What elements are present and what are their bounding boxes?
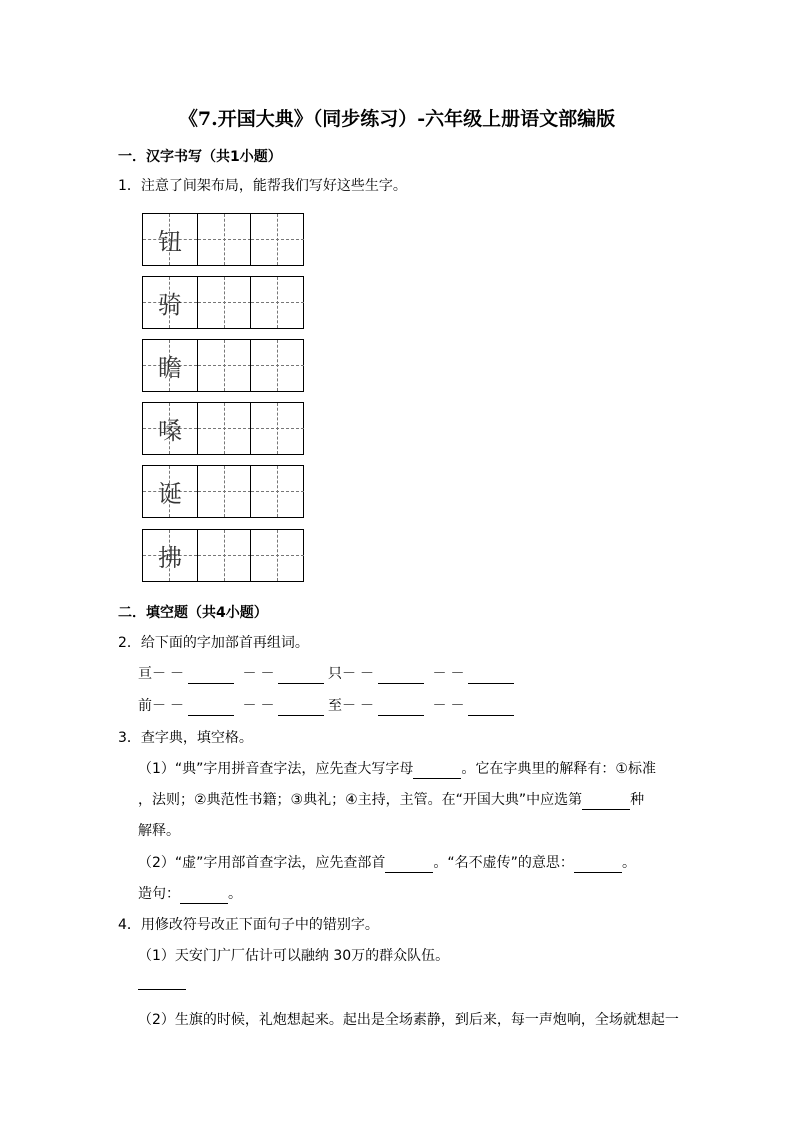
- q3-part1-line2: ，法则；②典范性书籍；③典礼；④主持，主管。在“开国大典”中应选第 种: [138, 792, 645, 808]
- model-character-cell: [143, 340, 197, 391]
- answer-blank[interactable]: [574, 856, 622, 873]
- writing-grid-row: [142, 465, 304, 518]
- model-character: 钮: [158, 228, 182, 256]
- grid-guide-horizontal: [251, 491, 304, 492]
- answer-blank[interactable]: [278, 667, 324, 684]
- model-character: 诞: [158, 480, 182, 508]
- q2-row-2b: 至－－ －－: [328, 696, 514, 716]
- grid-guide-horizontal: [198, 302, 251, 303]
- page-title: 《7.开国大典》（同步练习）-六年级上册语文部编版: [178, 108, 616, 130]
- q2-item-3: 前: [138, 698, 152, 714]
- model-character-cell: [143, 277, 197, 328]
- grid-guide-horizontal: [198, 428, 251, 429]
- practice-cell[interactable]: [250, 530, 304, 581]
- practice-cell[interactable]: [197, 214, 251, 265]
- model-character: 拂: [158, 544, 182, 572]
- model-character: 瞻: [158, 354, 182, 382]
- model-character: 骑: [158, 291, 182, 319]
- answer-blank[interactable]: [378, 667, 424, 684]
- question-4-prompt: 4．用修改符号改正下面句子中的错别字。: [118, 917, 379, 933]
- grid-guide-horizontal: [251, 555, 304, 556]
- answer-blank[interactable]: [138, 975, 186, 990]
- q3-part2-line2: 造句： 。: [138, 886, 242, 902]
- q4-sentence-1: （1）天安门广厂估计可以融纳 30万的群众队伍。: [138, 948, 450, 964]
- practice-cell[interactable]: [197, 466, 251, 517]
- question-3-prompt: 3．查字典，填空格。: [118, 730, 253, 746]
- q2-item-4: 至: [328, 698, 342, 714]
- writing-grid-row: [142, 402, 304, 455]
- q3-part1-line3: 解释。: [138, 823, 180, 839]
- grid-guide-horizontal: [251, 302, 304, 303]
- answer-blank[interactable]: [188, 667, 234, 684]
- model-character-cell: [143, 403, 197, 454]
- q2-row-2: 前－－ －－: [138, 696, 324, 716]
- model-character-cell: [143, 466, 197, 517]
- grid-guide-horizontal: [198, 365, 251, 366]
- section-heading-2: 二．填空题（共4小题）: [118, 605, 268, 621]
- practice-cell[interactable]: [197, 340, 251, 391]
- grid-guide-horizontal: [198, 555, 251, 556]
- model-character: 嗓: [158, 417, 182, 445]
- answer-blank[interactable]: [180, 887, 228, 904]
- q2-row-1: 亘－－ －－: [138, 664, 324, 684]
- q4-sentence-2: （2）生旗的时候，礼炮想起来。起出是全场素静，到后来，每一声炮响，全场就想起一: [138, 1012, 679, 1028]
- answer-blank[interactable]: [278, 699, 324, 716]
- writing-grid-row: [142, 276, 304, 329]
- grid-guide-horizontal: [198, 491, 251, 492]
- answer-blank[interactable]: [188, 699, 234, 716]
- answer-blank[interactable]: [468, 699, 514, 716]
- q2-row-1b: 只－－ －－: [328, 664, 514, 684]
- question-1-prompt: 1．注意了间架布局，能帮我们写好这些生字。: [118, 178, 407, 194]
- writing-grid-row: [142, 529, 304, 582]
- answer-blank[interactable]: [468, 667, 514, 684]
- writing-grid-row: [142, 213, 304, 266]
- answer-blank[interactable]: [378, 699, 424, 716]
- practice-cell[interactable]: [250, 340, 304, 391]
- q2-item-2: 只: [328, 666, 342, 682]
- grid-guide-horizontal: [251, 428, 304, 429]
- practice-cell[interactable]: [250, 214, 304, 265]
- model-character-cell: [143, 530, 197, 581]
- answer-blank[interactable]: [582, 793, 630, 810]
- practice-cell[interactable]: [250, 403, 304, 454]
- practice-cell[interactable]: [197, 403, 251, 454]
- practice-cell[interactable]: [250, 277, 304, 328]
- question-2-prompt: 2．给下面的字加部首再组词。: [118, 635, 309, 651]
- model-character-cell: [143, 214, 197, 265]
- practice-cell[interactable]: [250, 466, 304, 517]
- q3-part2-line1: （2）“虚”字用部首查字法，应先查部首 。“名不虚传”的意思： 。: [138, 855, 636, 871]
- grid-guide-horizontal: [251, 365, 304, 366]
- q3-part1-line1: （1）“典”字用拼音查字法，应先查大写字母 。它在字典里的解释有：①标准: [138, 761, 656, 777]
- section-heading-1: 一．汉字书写（共1小题）: [118, 149, 282, 165]
- answer-blank[interactable]: [385, 856, 433, 873]
- practice-cell[interactable]: [197, 277, 251, 328]
- writing-grid-row: [142, 339, 304, 392]
- grid-guide-horizontal: [198, 239, 251, 240]
- practice-cell[interactable]: [197, 530, 251, 581]
- grid-guide-horizontal: [251, 239, 304, 240]
- answer-blank[interactable]: [413, 762, 461, 779]
- q2-item-1: 亘: [138, 666, 152, 682]
